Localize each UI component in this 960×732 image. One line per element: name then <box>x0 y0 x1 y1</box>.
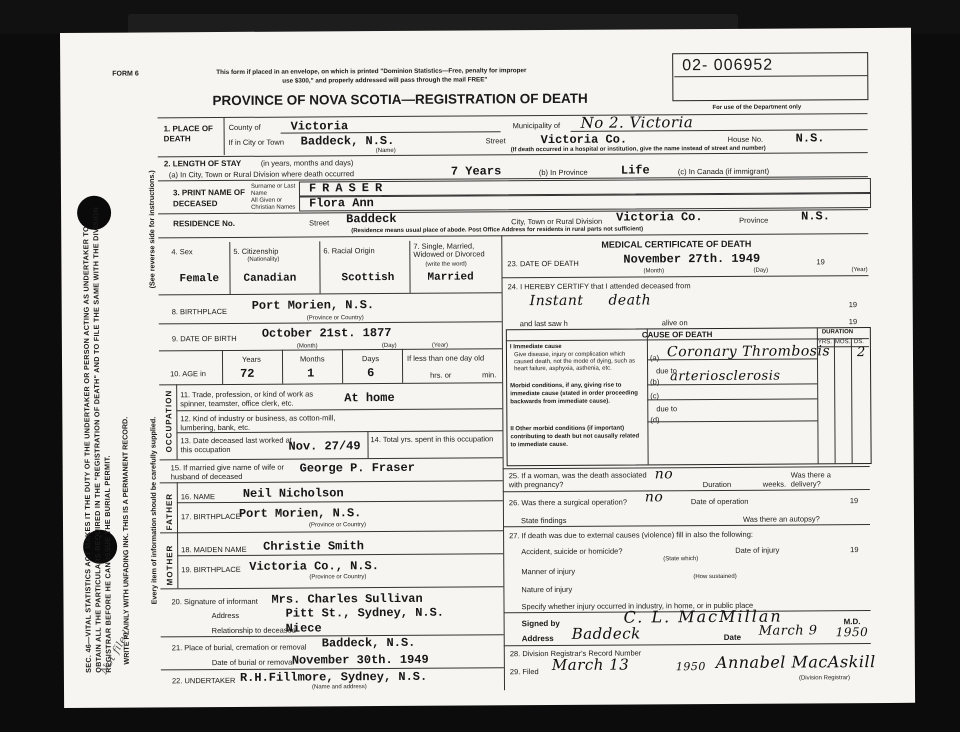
filed-year-value: 1950 <box>675 660 706 674</box>
city-value: Baddeck, N.S. <box>300 133 395 149</box>
side-instruction-3: Every item of information should be carefully supplied. <box>148 416 159 605</box>
street-value: Victoria Co. <box>540 132 628 148</box>
section1-label: 1. PLACE OF DEATH <box>163 124 213 144</box>
spouse-value: George P. Fraser <box>299 460 415 476</box>
registration-number: 02- 006952 <box>682 56 774 75</box>
informant-value: Mrs. Charles Sullivan <box>271 591 423 607</box>
undertaker-value: R.H.Fillmore, Sydney, N.S. <box>239 669 428 685</box>
cause-a-value: Coronary Thrombosis <box>666 343 831 361</box>
father-birthplace-value: Port Morien, N.S. <box>238 506 362 521</box>
filed-date-value: March 13 <box>551 655 630 675</box>
margin-handwritten-note: Not filed <box>98 628 133 677</box>
county-value: Victoria <box>290 119 349 134</box>
pregnancy-value: no <box>654 466 674 483</box>
mother-maiden-name-value: Christie Smith <box>263 539 365 554</box>
surgery-value: no <box>644 489 664 506</box>
marital-status-value: Married <box>427 271 474 284</box>
informant-address-value: Pitt St., Sydney, N.S. <box>285 605 445 621</box>
postal-notice-1: This form if placed in an envelope, on which is printed "Dominion Statistics—Free, penalty for improper <box>216 67 527 77</box>
relationship-value: Niece <box>285 621 322 636</box>
department-use: For use of the Department only <box>712 104 802 112</box>
burial-place-value: Baddeck, N.S. <box>321 635 416 651</box>
physician-address: Baddeck <box>571 624 641 643</box>
certificate-date: March 9 <box>758 623 818 639</box>
father-label: FATHER <box>164 492 175 531</box>
cause-a-duration-days: 2 <box>856 345 866 361</box>
stay-city-value: 7 Years <box>450 164 502 179</box>
attended-value: Instant death <box>529 292 652 310</box>
page-title: PROVINCE OF NOVA SCOTIA—REGISTRATION OF DEATH <box>212 90 588 109</box>
death-certificate: SEC. 46—VITAL STATISTICS ACT MAKES IT THE DUTY OF THE UNDERTAKER OR PERSON ACTING AS UNDERTAKER TO OBTAIN ALL THE PARTICULARS REQUIRED IN THE "REGISTRATION OF DEATH" AND TO FILE THE SAME WITH THE DIVISION REGISTRAR BEFORE HE CAN ISSUE THE BURIAL PERMIT. WRITE PLAINLY WITH UNFADING INK. THIS IS A PERMANENT RECORD. Every item of information should be carefully supplied. (See reverse side for instructions.) Not filed FORM 6 This form if placed in an envelope, on which is printed "Dominion Statistics—Free, penalty for improper use $300," and properly addressed will pass through the mail FREE" PROVINCE OF NOVA SCOTIA—REGISTRATION OF DEATH 02- 006952 For use of the Department only 1. PLACE OF DEATH County of Victoria Municipality of No 2. Victoria If in City or Town Baddeck, N.S. (Name) Street Victoria Co. House No. N.S. (If death occurred in a hospital or institution, give the name instead of street and number) 2. LENGTH OF STAY (in years, months and days) (a) In City, Town or Rural Division where death occurred 7 Years (b) In Province Life (c) In Canada (if immigrant) 3. PRINT NAME OF DECEASED Surname or Last Name All Given or Christian Names FRASER Flora Ann RESIDENCE No. Street Baddeck City, Town or Rural Division Victoria Co. Province N.S. (Residence means usual place of abode. Post Office Address for residents in rural parts not sufficient) 4. Sex Female 5. Citizenship (Nationality) Canadian 6. Racial Origin Scottish 7. Single, Married, Widowed or Divorced (write the word) Married 8. BIRTHPLACE Port Morien, N.S. (Province or Country) 9. DATE OF BIRTH October 21st. 1877 (Month) (Day) (Year) 10. AGE in Years 72 Months 1 Days 6 If less than one day old hrs. or min. OCCUPATION 11. Trade, profession, or kind of work as spinner, teamster, office clerk, etc. At home 12. Kind of industry or business, as cotton-mill, lumbering, bank, etc. 13. Date deceased last worked at this occupation Nov. 27/49 14. Total yrs. spent in this occupation 15. If married give name of wife or husband of deceased George P. Fraser FATHER MOTHER 16. NAME Neil Nicholson 17. BIRTHPLACE Port Morien, N.S. (Province or Country) 18. MAIDEN NAME Christie Smith 19. BIRTHPLACE Victoria Co., N.S. (Province or Country) 20. Signature of informant Mrs. Charles Sullivan Address Pitt St., Sydney, N.S. Relationship to deceased Niece 21. Place of burial, cremation or removal Baddeck, N.S. Date of burial or removal November 30th. 1949 22. UNDERTAKER R.H.Fillmore, Sydney, N.S. (Name and address) MEDICAL CERTIFICATE OF DEATH 23. DATE OF DEATH November 27th. 1949 19 (Month) (Day) (Year) 24. I HEREBY CERTIFY that I attended deceased from Instant death 19 and last saw h alive on 19 CAUSE OF DEATH DURATION YRS. MOS. DS. I Immediate cause Give disease, injury or complication which caused death, not the mode of dying, such as heart failure, asphyxia, asthenia, etc. (a) Coronary Thrombosis 2 due to (b) arteriosclerosis Morbid conditions, if any, giving rise to immediate cause (stated in order proceeding backwards from immediate cause). (c) due to (d) II Other morbid conditions (if important) contributing to death but not causally related to immediate cause. 25. If a woman, was the death associated with pregnancy? no Duration weeks. Was there a delivery? 26. Was there a surgical operation? no Date of operation 19 State findings Was there an autopsy? 27. If death was due to external causes (violence) fill in also the following: Accident, suicide or homicide? Date of injury 19 (State which) Manner of injury (How sustained) Nature of injury Specify whether injury occurred in industry, in home, or in public place Signed by C. L. MacMillan M.D. Address Baddeck Date March 9 1950 28. Division Registrar's Record Number 29. Filed March 13 1950 Annabel MacAskill (Division Registrar) <box>60 28 915 708</box>
municipality-value: No 2. Victoria <box>580 113 694 132</box>
physician-signature: C. L. MacMillan <box>623 606 783 627</box>
age-months-value: 1 <box>307 366 315 381</box>
cause-b-value: arteriosclerosis <box>670 368 781 385</box>
age-days-value: 6 <box>367 366 375 381</box>
side-instruction-1: SEC. 46—VITAL STATISTICS ACT MAKES IT THE DUTY OF THE UNDERTAKER OR PERSON ACTING AS UNDERTAKER TO OBTAIN ALL THE PARTICULARS REQUIRED IN THE "REGISTRATION OF DEATH" AND TO FILE THE SAME WITH THE DIVISION REGISTRAR BEFORE HE CAN ISSUE THE BURIAL PERMIT. <box>81 206 113 673</box>
postal-notice-2: use $300," and properly addressed will pass through the mail FREE" <box>282 76 488 85</box>
registrar-signature: Annabel MacAskill <box>715 652 876 673</box>
residence-city-value: Victoria Co. <box>616 210 703 225</box>
stay-province-value: Life <box>620 163 650 178</box>
age-years-value: 72 <box>240 366 255 381</box>
occupation-label: OCCUPATION <box>164 389 174 453</box>
date-last-worked-value: Nov. 27/49 <box>288 439 361 454</box>
mother-birthplace-value: Victoria Co., N.S. <box>249 559 379 574</box>
birthplace-value: Port Morien, N.S. <box>251 298 375 313</box>
house-value: N.S. <box>795 131 825 146</box>
citizenship-value: Canadian <box>243 272 297 285</box>
side-instruction-4: (See reverse side for instructions.) <box>146 170 157 289</box>
medical-certificate-title: MEDICAL CERTIFICATE OF DEATH <box>601 238 752 250</box>
given-names-value: Flora Ann <box>309 196 374 211</box>
residence-street-value: Baddeck <box>346 211 397 227</box>
form-number: FORM 6 <box>112 70 139 78</box>
racial-origin-value: Scottish <box>341 271 395 285</box>
occupation-value: At home <box>344 390 395 406</box>
father-name-value: Neil Nicholson <box>242 486 344 501</box>
burial-date-value: November 30th. 1949 <box>291 652 429 668</box>
residence-province-value: N.S. <box>801 209 830 224</box>
side-instruction-2: WRITE PLAINLY WITH UNFADING INK. THIS IS A PERMANENT RECORD. <box>120 416 131 665</box>
mother-label: MOTHER <box>165 544 175 586</box>
sex-value: Female <box>179 273 220 286</box>
certificate-year: 1950 <box>835 625 869 640</box>
surname-value: FRASER <box>308 180 389 196</box>
date-of-birth-value: October 21st. 1877 <box>261 325 392 341</box>
date-of-death-value: November 27th. 1949 <box>623 251 761 267</box>
